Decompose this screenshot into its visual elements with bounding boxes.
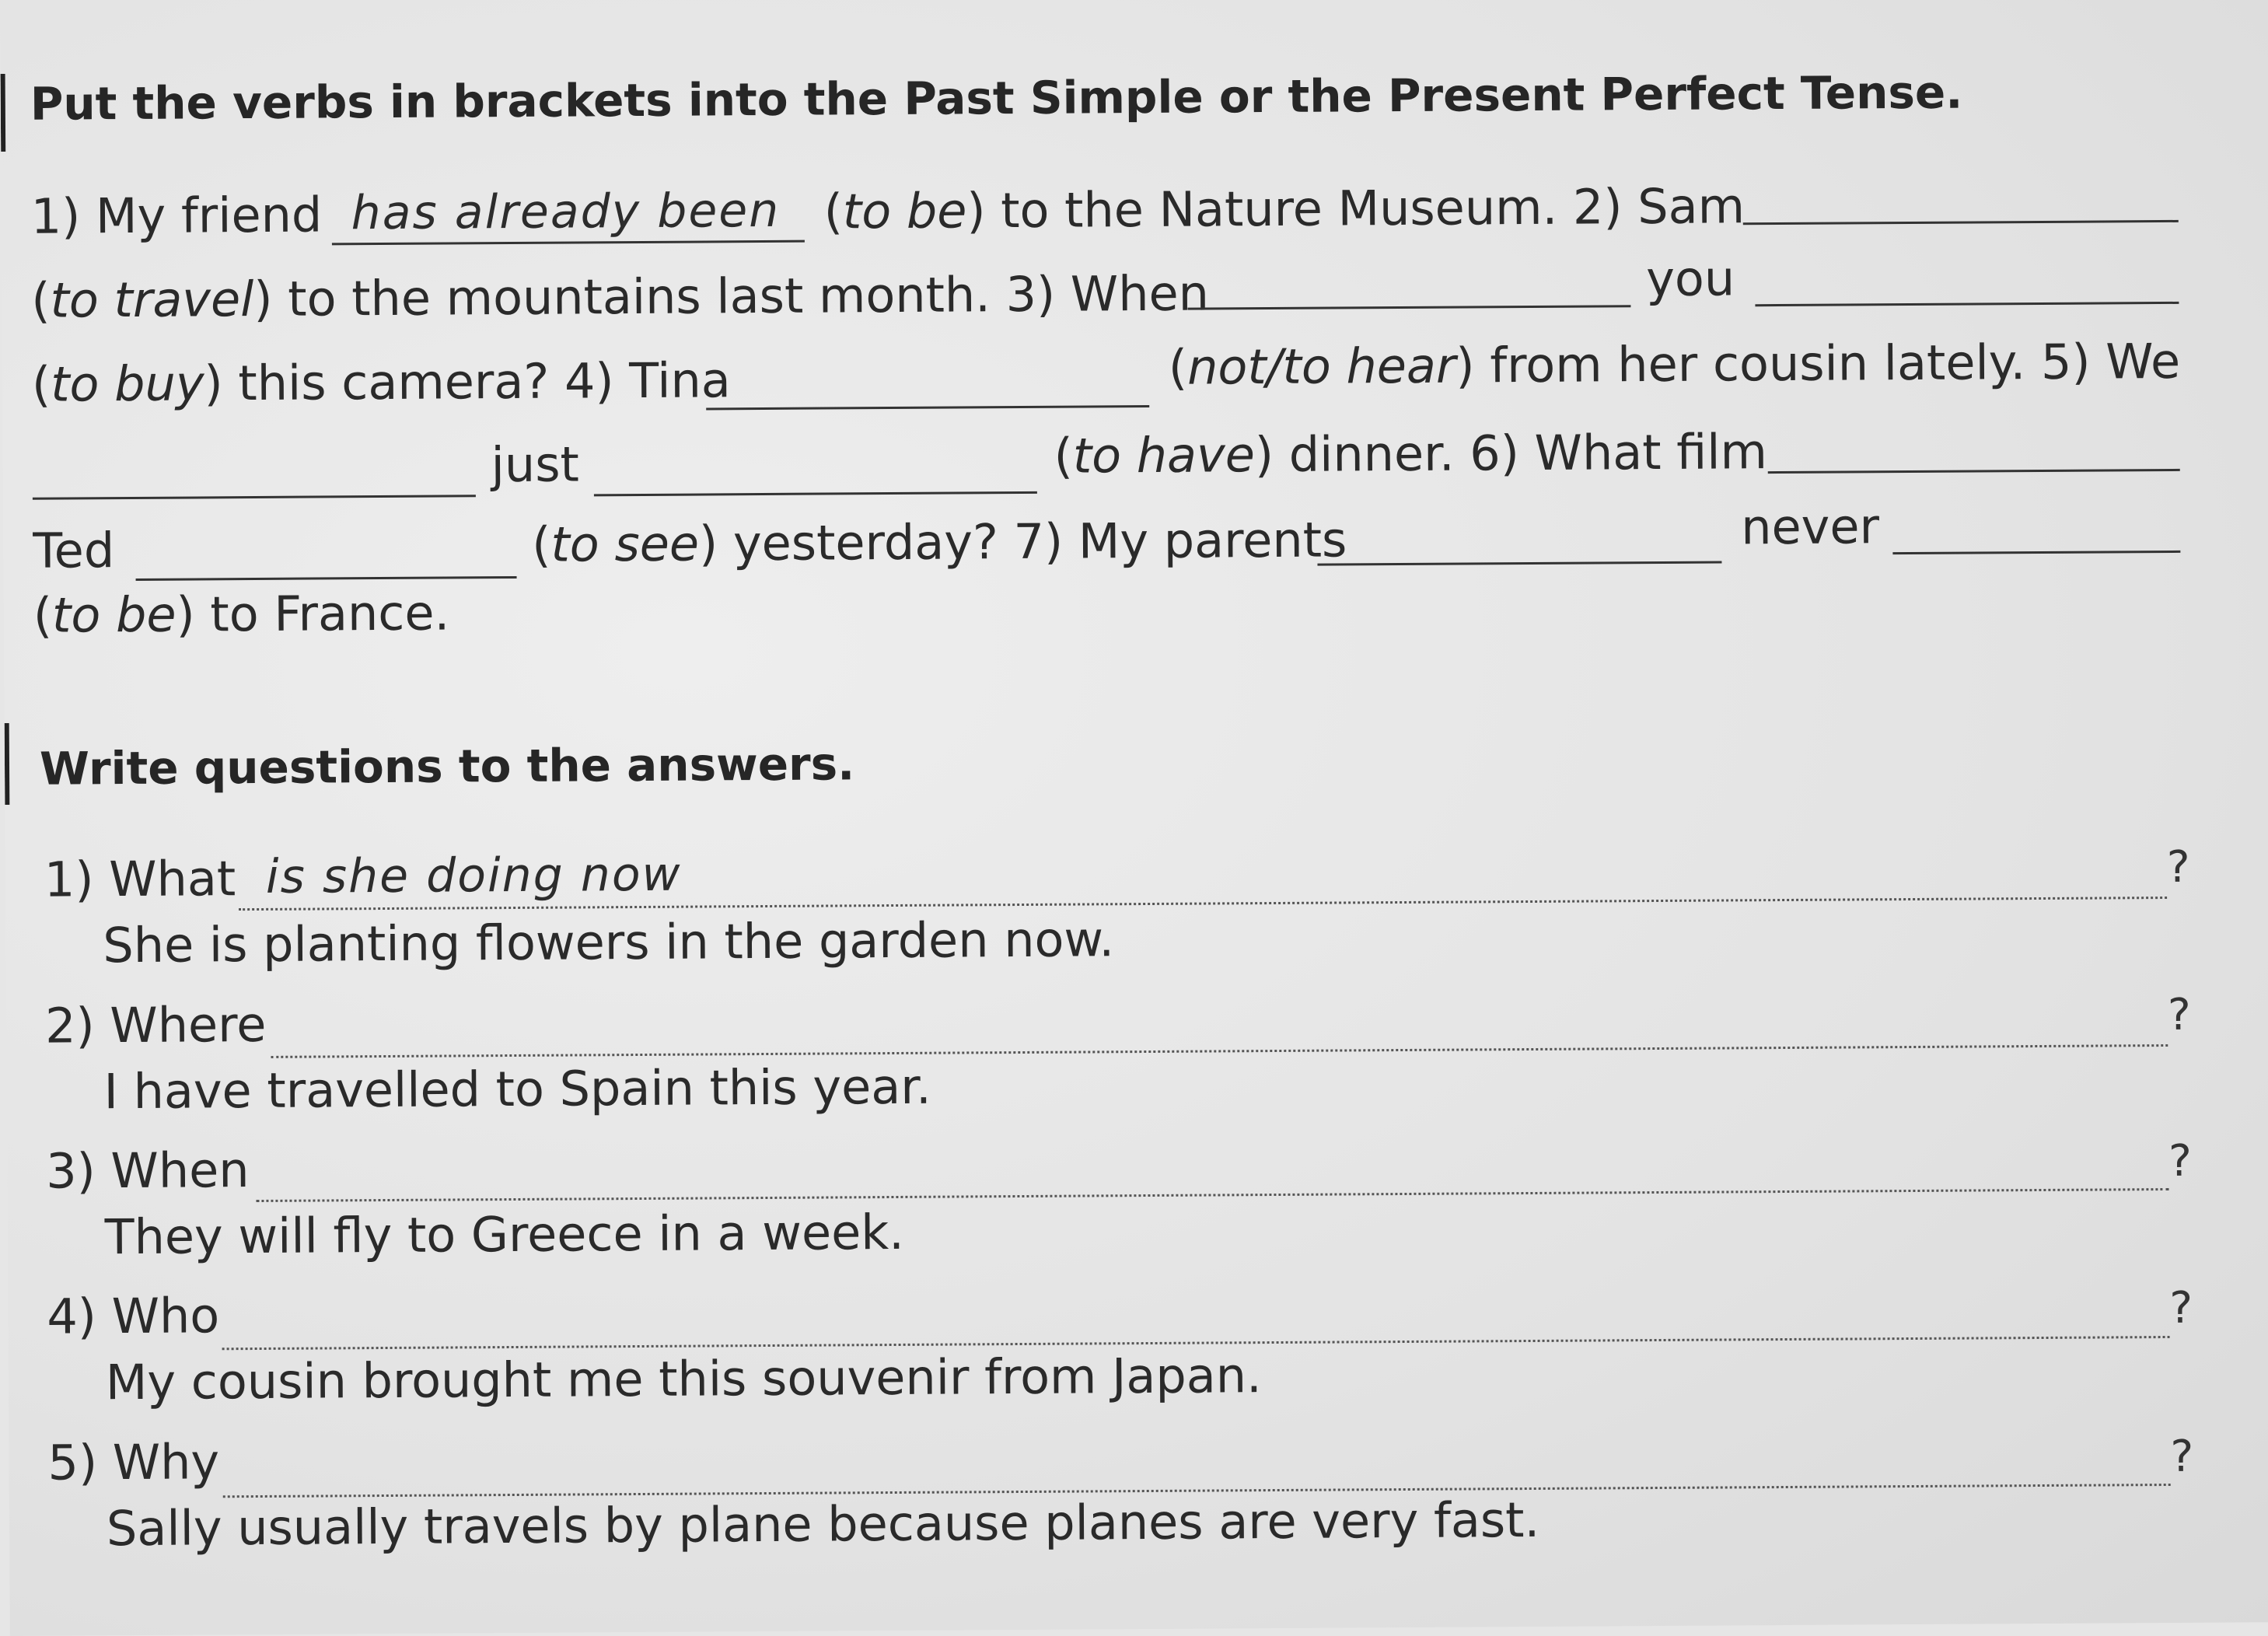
question-1-prompt: 1) What: [44, 850, 236, 908]
question-3-line[interactable]: [256, 1188, 2168, 1202]
answer-1-handwritten: has already been: [351, 183, 781, 241]
question-5-answer: Sally usually travels by plane because planes are very fast.: [106, 1491, 1540, 1557]
blank-2[interactable]: [1743, 220, 2179, 225]
question-4-answer: My cousin brought me this souvenir from Japan.: [105, 1347, 1262, 1411]
blank-7b[interactable]: [1892, 551, 2180, 554]
question-3-answer: They will fly to Greece in a week.: [104, 1203, 905, 1266]
question-1-qmark: ?: [2166, 841, 2190, 893]
blank-7a[interactable]: [1317, 561, 1721, 565]
section2-title: Write questions to the answers.: [39, 737, 855, 795]
line1-start: 1) My friend: [30, 186, 323, 245]
question-5-qmark: ?: [2170, 1431, 2194, 1482]
blank-6a[interactable]: [1768, 469, 2180, 474]
question-1-handwritten: is she doing now: [265, 847, 682, 904]
section1-bracket: [1, 74, 6, 152]
verb-to-be: to be: [842, 182, 967, 240]
blank-5b[interactable]: [594, 491, 1037, 496]
verb-to-see: to see: [550, 515, 700, 573]
line5-never: never: [1740, 498, 1880, 556]
question-3-prompt: 3) When: [45, 1141, 250, 1200]
line3-end: (not/to hear) from her cousin lately. 5) We: [1168, 332, 2181, 396]
verb-to-buy: to buy: [50, 355, 204, 413]
blank-5a[interactable]: [33, 495, 476, 499]
question-2-prompt: 2) Where: [44, 995, 267, 1054]
line2-start: (to travel) to the mountains last month. 3) When: [31, 264, 1210, 329]
line5-mid: (to see) yesterday? 7) My parents: [532, 511, 1347, 573]
question-3-qmark: ?: [2168, 1135, 2193, 1187]
blank-1[interactable]: [332, 240, 805, 246]
blank-4[interactable]: [706, 405, 1149, 410]
blank-6b[interactable]: [136, 576, 517, 581]
question-2-qmark: ?: [2167, 989, 2191, 1040]
verb-to-have: to have: [1072, 426, 1256, 484]
blank-3b[interactable]: [1755, 302, 2179, 306]
verb-not-to-hear: not/to hear: [1186, 337, 1456, 396]
section2-bracket: [5, 723, 10, 805]
line3-start: (to buy) this camera? 4) Tina: [31, 351, 732, 413]
line6: (to be) to France.: [33, 584, 450, 644]
line4-end: (to have) dinner. 6) What film: [1054, 423, 1768, 484]
question-4-prompt: 4) Who: [47, 1287, 220, 1345]
verb-to-be-2: to be: [51, 586, 176, 644]
question-1-answer: She is planting flowers in the garden now.: [103, 911, 1115, 974]
question-2-line[interactable]: [271, 1044, 2168, 1058]
blank-3a[interactable]: [1187, 305, 1630, 309]
question-2-answer: I have travelled to Spain this year.: [103, 1057, 931, 1120]
question-4-qmark: ?: [2169, 1282, 2193, 1334]
line4-just: just: [491, 435, 580, 494]
section1-title: Put the verbs in brackets into the Past Simple or the Present Perfect Tense.: [30, 65, 1963, 131]
verb-to-travel: to travel: [50, 271, 254, 329]
line5-ted: Ted: [33, 522, 115, 579]
line1-end: (to be) to the Nature Museum. 2) Sam: [823, 177, 1746, 240]
line2-you: you: [1646, 250, 1735, 308]
question-5-prompt: 5) Why: [47, 1433, 220, 1491]
